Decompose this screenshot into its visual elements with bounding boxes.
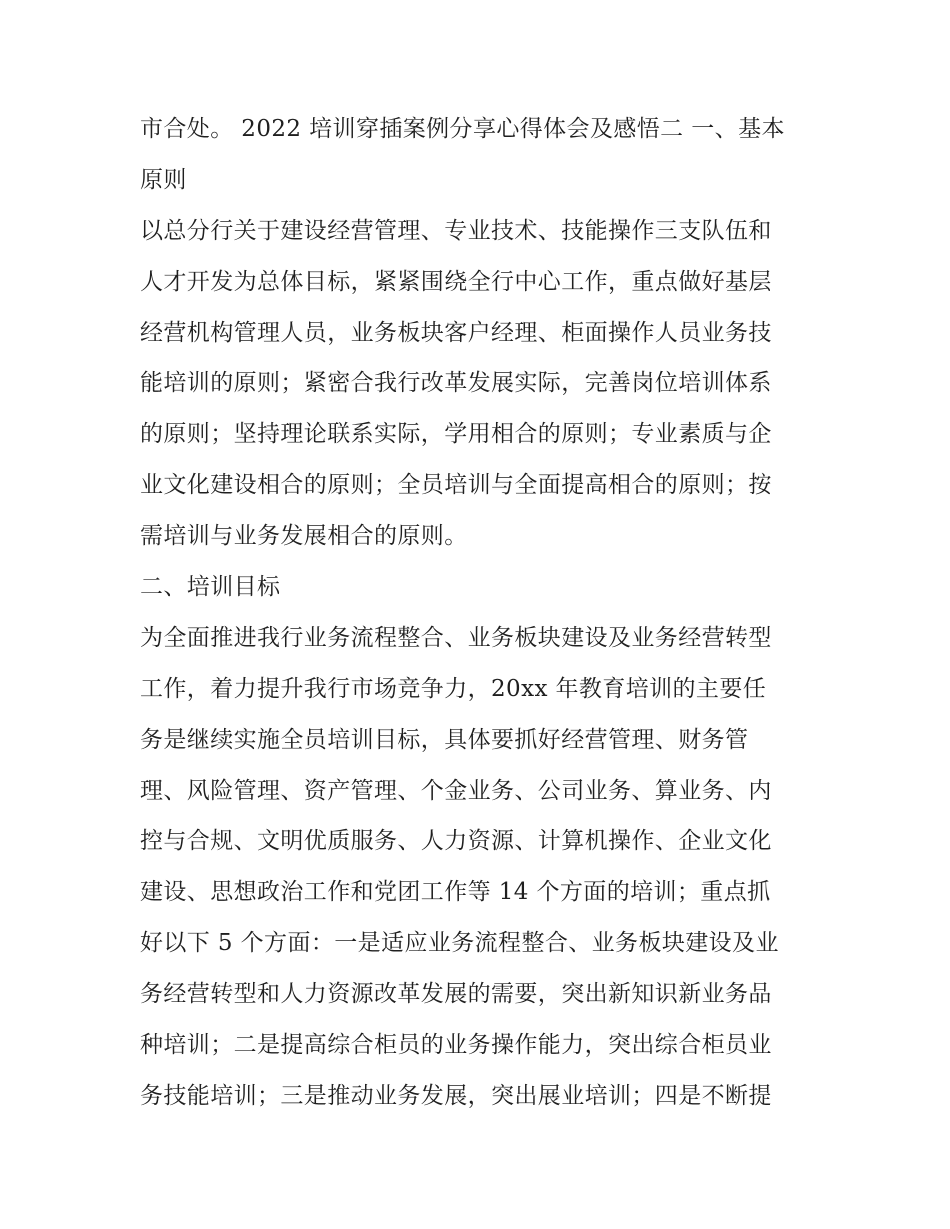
text-line-17: 好以下 5 个方面：一是适应业务流程整合、业务板块建设及业	[140, 930, 779, 957]
section-heading-training-goals: 二、培训目标	[140, 574, 281, 601]
text-line-7: 的原则；坚持理论联系实际，学用相合的原则；专业素质与企	[140, 421, 772, 448]
text-line-19: 种培训；二是提高综合柜员的业务操作能力，突出综合柜员业	[140, 1032, 772, 1059]
text-line-18: 务经营转型和人力资源改革发展的需要，突出新知识新业务品	[140, 981, 772, 1008]
text-line-12: 工作，着力提升我行市场竞争力，20xx 年教育培训的主要任	[140, 675, 767, 702]
text-line-15: 控与合规、文明优质服务、人力资源、计算机操作、企业文化	[140, 828, 772, 855]
text-line-8: 业文化建设相合的原则；全员培训与全面提高相合的原则；按	[140, 472, 772, 499]
text-line-1: 市合处。 2022 培训穿插案例分享心得体会及感悟二 一、基本	[140, 116, 785, 142]
text-line-14: 理、风险管理、资产管理、个金业务、公司业务、算业务、内	[140, 777, 772, 804]
text-line-11: 为全面推进我行业务流程整合、业务板块建设及业务经营转型	[140, 624, 772, 651]
text-line-20: 务技能培训；三是推动业务发展，突出展业培训；四是不断提	[140, 1082, 772, 1109]
text-line-6: 能培训的原则；紧密合我行改革发展实际，完善岗位培训体系	[140, 370, 772, 397]
text-line-2: 原则	[140, 166, 187, 193]
text-line-3: 以总分行关于建设经营管理、专业技术、技能操作三支队伍和	[140, 217, 772, 244]
text-line-16: 建设、思想政治工作和党团工作等 14 个方面的培训；重点抓	[140, 879, 771, 906]
text-line-13: 务是继续实施全员培训目标，具体要抓好经营管理、财务管	[140, 726, 749, 753]
text-line-5: 经营机构管理人员，业务板块客户经理、柜面操作人员业务技	[140, 319, 772, 346]
text-line-4: 人才开发为总体目标，紧紧围绕全行中心工作，重点做好基层	[140, 268, 772, 295]
document-body	[140, 104, 812, 1122]
text-line-9: 需培训与业务发展相合的原则。	[140, 523, 468, 550]
